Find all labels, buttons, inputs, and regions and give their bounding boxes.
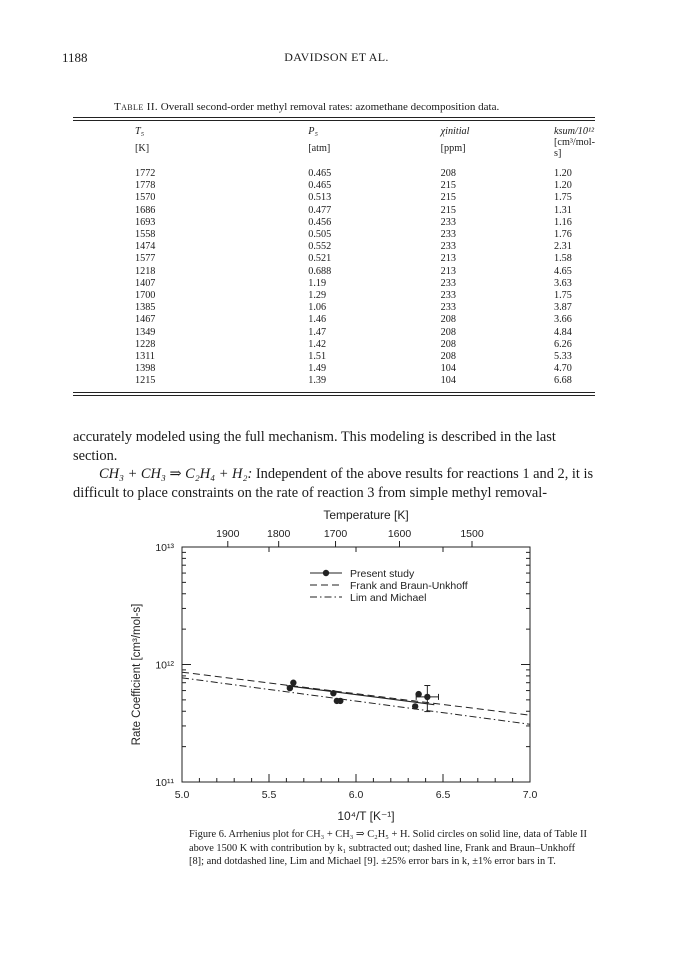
table-cell: 0.505 — [308, 229, 332, 241]
table-row — [73, 375, 595, 391]
table-cell: 1385 — [135, 302, 156, 314]
table-cell: 1.46 — [308, 314, 327, 326]
table-row — [73, 241, 595, 253]
legend-label: Lim and Michael — [350, 592, 427, 604]
table-cell: 4.70 — [554, 363, 572, 375]
table-cell: 1.16 — [554, 216, 572, 228]
table-cell: 0.465 — [308, 180, 332, 192]
x-tick-label: 6.5 — [435, 789, 451, 801]
table-cell: 2.31 — [554, 241, 572, 253]
table-caption-text: Overall second-order methyl removal rates: azomethane decomposition data. — [160, 101, 500, 113]
table-label: Table II. — [114, 101, 159, 113]
table-cell: 1407 — [135, 277, 156, 289]
table-cell: 5.33 — [554, 351, 572, 363]
data-point — [290, 680, 296, 686]
table-cell: 0.513 — [308, 192, 332, 204]
table-row — [73, 363, 595, 375]
table-cell: 1.19 — [308, 277, 327, 289]
table-cell: 1.75 — [554, 290, 572, 302]
table-row — [73, 205, 595, 217]
table-cell: 3.63 — [554, 277, 572, 289]
y-tick-label: 10¹¹ — [155, 777, 174, 789]
table-cell: 1.51 — [308, 351, 327, 363]
table-cell: 215 — [440, 204, 456, 216]
table-cell: 213 — [440, 253, 456, 265]
table-row — [73, 253, 595, 265]
table-cell: 0.688 — [308, 265, 332, 277]
x-axis-label: 10⁴/T [K⁻¹] — [337, 809, 395, 823]
table-cell: 1228 — [135, 338, 156, 350]
table-caption — [114, 101, 499, 113]
x-tick-label: 6.0 — [348, 789, 364, 801]
page-number: 1188 — [62, 50, 88, 65]
table-cell: 1.39 — [308, 375, 327, 387]
col-header-xinitial: χinitial — [440, 126, 470, 137]
table-cell: 1700 — [135, 290, 156, 302]
table-cell: 233 — [440, 290, 456, 302]
col-header-t5: T₅ — [135, 126, 145, 137]
arrhenius-chart — [120, 505, 560, 825]
top-tick-label: 1600 — [387, 528, 412, 540]
table-cell: 1.42 — [308, 338, 327, 350]
table-cell: 0.521 — [308, 253, 332, 265]
table-cell: 213 — [440, 265, 456, 277]
table-cell: 233 — [440, 277, 456, 289]
table-cell: 1467 — [135, 314, 156, 326]
legend-label: Present study — [350, 568, 415, 580]
table-cell: 1.29 — [308, 290, 327, 302]
table-cell: 104 — [440, 375, 456, 387]
table-row — [73, 229, 595, 241]
x-tick-label: 7.0 — [522, 789, 538, 801]
table-cell: 215 — [440, 180, 456, 192]
body-text — [73, 428, 599, 502]
table-row — [73, 339, 595, 351]
body-paragraph-1: accurately modeled using the full mechanism. This modeling is described in the last section. — [73, 429, 556, 464]
table-cell: 233 — [440, 241, 456, 253]
running-head: DAVIDSON ET AL. — [284, 50, 389, 64]
data-table — [73, 117, 595, 396]
col-unit-p5: [atm] — [308, 142, 331, 154]
top-tick-label: 1500 — [460, 528, 484, 540]
table-cell: 1.20 — [554, 168, 572, 179]
col-header-ksum: ksum/10¹² — [554, 126, 595, 137]
table-cell: 1215 — [135, 375, 156, 387]
table-cell: 1474 — [135, 241, 156, 253]
table-cell: 233 — [440, 216, 456, 228]
y-axis-label: Rate Coefficient [cm³/mol-s] — [131, 603, 143, 746]
table-cell: 1349 — [135, 326, 156, 338]
table-row — [73, 290, 595, 302]
table-row — [73, 302, 595, 314]
series-line-1 — [182, 672, 530, 715]
legend-label: Frank and Braun-Unkhoff — [350, 580, 468, 592]
table-cell: 208 — [440, 338, 456, 350]
col-header-p5: P₅ — [308, 126, 319, 137]
table-cell: 0.456 — [308, 216, 332, 228]
table-body — [73, 163, 595, 392]
table-cell: 1.06 — [308, 302, 327, 314]
legend-marker — [323, 570, 329, 576]
top-tick-label: 1800 — [266, 528, 291, 540]
table-cell: 0.465 — [308, 168, 332, 179]
table-row — [73, 314, 595, 326]
table-row — [73, 217, 595, 229]
table-cell: 1218 — [135, 265, 156, 277]
table-cell: 1398 — [135, 363, 156, 375]
col-unit-t5: [K] — [135, 142, 150, 154]
figure-caption: Figure 6. Arrhenius plot for CH₃ + CH₃ ⇒ C₂H₅ + H. Solid circles on solid line, data of Table II above 1500 K with contribution by k₁ subtracted out; dashed line, Frank and Braun–Unkhoff [8]; and dotdashed line, Lim and Michael [9]. ±25% error bars in k, ±1% error bars in T. — [189, 829, 587, 868]
table-cell: 4.65 — [554, 265, 572, 277]
body-paragraph-2 — [73, 465, 599, 502]
x-tick-label: 5.0 — [174, 789, 190, 801]
table-cell: 1311 — [135, 351, 155, 363]
table-cell: 1558 — [135, 229, 156, 241]
table-cell: 3.66 — [554, 314, 572, 326]
table-cell: 104 — [440, 363, 456, 375]
table-cell: 208 — [440, 314, 456, 326]
table-cell: 3.87 — [554, 302, 572, 314]
table-row — [73, 180, 595, 192]
y-tick-label: 10¹³ — [155, 542, 174, 554]
table-cell: 1778 — [135, 180, 156, 192]
table-cell: 0.477 — [308, 204, 332, 216]
table-cell: 1570 — [135, 192, 156, 204]
top-axis-label: Temperature [K] — [323, 508, 409, 522]
table-cell: 1772 — [135, 168, 156, 179]
table-cell: 1.20 — [554, 180, 572, 192]
table-cell: 208 — [440, 351, 456, 363]
table-cell: 0.552 — [308, 241, 332, 253]
table-row — [73, 327, 595, 339]
y-tick-label: 10¹² — [155, 659, 174, 672]
body-paragraph-2-text: Independent of the above results for reactions 1 and 2, it is difficult to place constraints on the rate of reaction 3 from simple methyl removal- — [73, 466, 594, 501]
series-line-2 — [182, 678, 530, 724]
table-cell: 215 — [440, 192, 456, 204]
table-cell: 1.58 — [554, 253, 572, 265]
table-cell: 233 — [440, 229, 456, 241]
table-cell: 6.26 — [554, 338, 572, 350]
col-unit-xinitial: [ppm] — [440, 142, 466, 154]
table-cell: 1.49 — [308, 363, 327, 375]
table-cell: 208 — [440, 326, 456, 338]
table-row — [73, 163, 595, 180]
table-cell: 1.76 — [554, 229, 572, 241]
table-cell: 233 — [440, 302, 456, 314]
table-cell: 4.84 — [554, 326, 572, 338]
table-cell: 1.75 — [554, 192, 572, 204]
top-tick-label: 1900 — [216, 528, 240, 540]
top-tick-label: 1700 — [323, 528, 348, 540]
table-row — [73, 278, 595, 290]
table-row — [73, 192, 595, 204]
table-cell: 1.31 — [554, 204, 572, 216]
table-bottom-rule — [73, 392, 595, 396]
table-cell: 6.68 — [554, 375, 572, 387]
table-cell: 208 — [440, 168, 456, 179]
table-row — [73, 351, 595, 363]
table-cell: 1686 — [135, 204, 156, 216]
x-tick-label: 5.5 — [261, 789, 277, 801]
table-cell: 1.47 — [308, 326, 327, 338]
table-row — [73, 266, 595, 278]
col-unit-ksum: [cm³/mol-s] — [554, 137, 595, 159]
table-cell: 1577 — [135, 253, 156, 265]
reaction-heading: CH₃ + CH₃ ⇒ C₂H₄ + H₂: — [99, 466, 253, 482]
table-cell: 1693 — [135, 216, 156, 228]
